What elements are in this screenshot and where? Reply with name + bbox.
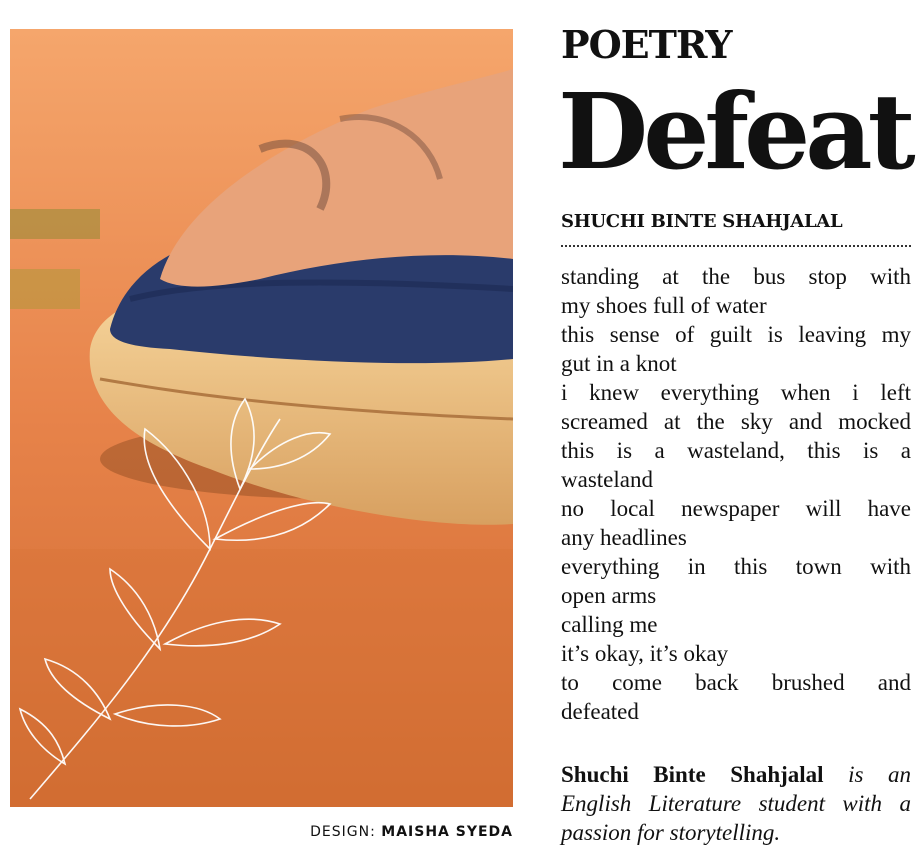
- poem-line: calling me: [561, 612, 658, 637]
- poem-line: everything in this town with: [561, 554, 911, 579]
- design-credit: [276, 824, 513, 840]
- poem-line: gut in a knot: [561, 351, 677, 376]
- author-byline: SHUCHI BINTE SHAHJALAL: [561, 211, 843, 232]
- poem-line: to come back brushed and: [561, 670, 911, 695]
- poem-body: [561, 262, 911, 726]
- poem-line: this sense of guilt is leaving my: [561, 322, 911, 347]
- dotted-divider: [561, 245, 911, 247]
- poem-line: defeated: [561, 699, 639, 724]
- shoe-illustration: [10, 29, 513, 807]
- poem-line: standing at the bus stop with: [561, 264, 911, 289]
- section-label: POETRY: [561, 22, 732, 67]
- bio-text: is an English Literature student with a passion for storytelling.: [561, 762, 911, 845]
- poem-line: any headlines: [561, 525, 687, 550]
- poem-line: it’s okay, it’s okay: [561, 641, 729, 666]
- bio-name: Shuchi Binte Shahjalal: [561, 762, 824, 787]
- page-title: Defeat: [558, 70, 911, 193]
- poem-line: i knew everything when i left: [561, 380, 911, 405]
- poem-line: open arms: [561, 583, 657, 608]
- poem-line: wasteland: [561, 467, 653, 492]
- poem-line: no local newspaper will have: [561, 496, 911, 521]
- credit-label: DESIGN:: [310, 824, 382, 840]
- credit-designer: MAISHA SYEDA: [381, 824, 513, 840]
- poem-line: screamed at the sky and mocked: [561, 409, 911, 434]
- poem-line: this is a wasteland, this is a: [561, 438, 911, 463]
- poem-line: my shoes full of water: [561, 293, 767, 318]
- cover-photo: [10, 29, 513, 807]
- author-bio: [561, 760, 911, 847]
